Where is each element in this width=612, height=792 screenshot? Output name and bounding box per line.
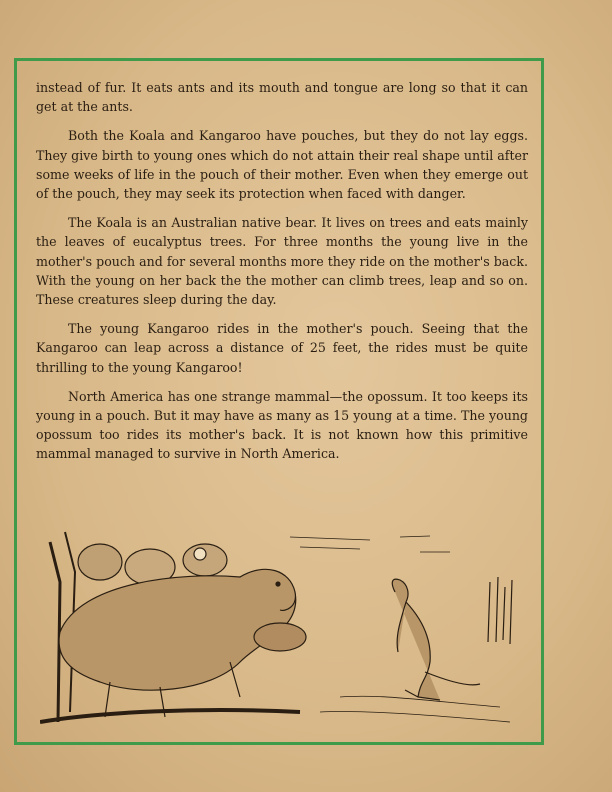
paragraph: The young Kangaroo rides in the mother's pouch. Seeing that the Kangaroo can leap across a distance of 25 feet, the rides must be quite thrilling to the young Kangaroo! <box>36 321 528 375</box>
animal-illustration <box>40 522 520 732</box>
paragraph: instead of fur. It eats ants and its mouth and tongue are long so that it can get at the ants. <box>36 80 528 115</box>
body-text <box>36 78 528 474</box>
paragraph: The Koala is an Australian native bear. It lives on trees and eats mainly the leaves of eucalyptus trees. For three months the young live in the mother's pouch and for several months more they ride on the mother's back. With the young on her back the the mother can climb trees, leap and so on. These creatures sleep during the day. <box>36 215 528 308</box>
paragraph: North America has one strange mammal—the opossum. It too keeps its young in a pouch. But it may have as many as 15 young at a time. The young opossum too rides its mother's back. It is not known how this primitive mammal managed to survive in North America. <box>36 388 528 462</box>
paragraph: Both the Koala and Kangaroo have pouches, but they do not lay eggs. They give birth to young ones which do not attain their real shape until after some weeks of life in the pouch of their mother. Even when they emerge out of the pouch, they may seek its protection when faced with danger. <box>36 128 528 202</box>
